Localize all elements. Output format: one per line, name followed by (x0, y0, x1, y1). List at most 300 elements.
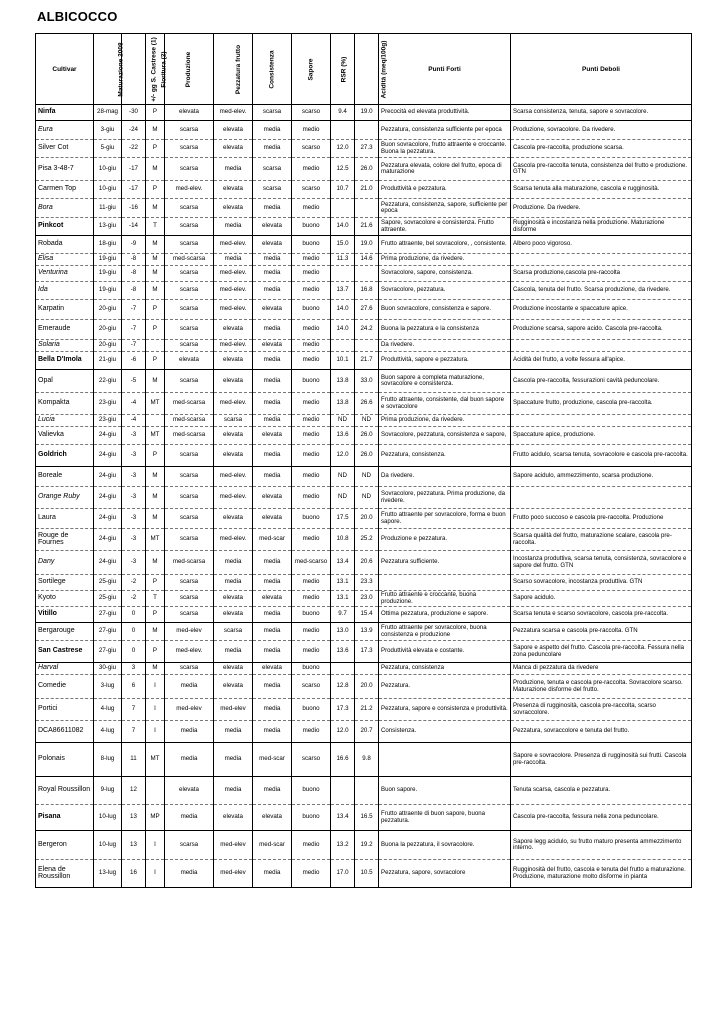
cell-maturazione: 25-giu (94, 575, 122, 591)
cell-cultivar: Sortilege (36, 575, 94, 591)
cell-punti-deboli: Cascola, tenuta del frutto. Scarsa produzione, da rivedere. (511, 282, 692, 300)
cell-produzione: med-elev. (165, 641, 214, 663)
cell-pezzatura: med-elev (214, 699, 253, 721)
cell-fioritura: P (146, 320, 165, 340)
header-punti-forti: Punti Forti (379, 34, 511, 105)
cell-acidita: 10.5 (355, 860, 379, 888)
cell-consistenza: elevata (253, 509, 292, 529)
cell-pezzatura: elevata (214, 445, 253, 467)
cell-cultivar: Bora (36, 199, 94, 218)
cell-acidita (355, 266, 379, 282)
cell-punti-deboli: Cascola pre-raccolta, produzione scarsa. (511, 140, 692, 158)
cell-rsr: 10.7 (331, 181, 355, 199)
cell-punti-forti: Frutto attraente e croccante, buona produzione. (379, 591, 511, 607)
cell-punti-deboli: Albero poco vigoroso. (511, 236, 692, 254)
cell-cultivar: Opal (36, 370, 94, 393)
cell-pezzatura: med-elev. (214, 282, 253, 300)
cell-maturazione: 3-lug (94, 675, 122, 699)
cell-gg: -17 (122, 158, 146, 181)
cell-acidita: 17.3 (355, 641, 379, 663)
cell-produzione: scarsa (165, 320, 214, 340)
cell-produzione: scarsa (165, 509, 214, 529)
cell-consistenza: elevata (253, 591, 292, 607)
cell-produzione: scarsa (165, 300, 214, 320)
cell-consistenza: media (253, 445, 292, 467)
cell-rsr: ND (331, 487, 355, 509)
cell-consistenza: media (253, 699, 292, 721)
cell-rsr: 9.7 (331, 607, 355, 623)
cell-maturazione: 20-giu (94, 340, 122, 352)
cell-sapore: buono (292, 805, 331, 831)
cell-punti-deboli: Manca di pezzatura da rivedere (511, 663, 692, 675)
table-row (36, 575, 692, 591)
cell-cultivar: Ninfa (36, 105, 94, 121)
cell-cultivar: Karpatin (36, 300, 94, 320)
cell-fioritura: M (146, 266, 165, 282)
cell-gg: -7 (122, 340, 146, 352)
cell-maturazione: 23-giu (94, 415, 122, 427)
table-row (36, 254, 692, 266)
cell-punti-forti: Sovracolore, sapore, consistenza. (379, 266, 511, 282)
header-cultivar: Cultivar (36, 34, 94, 105)
cell-punti-forti (379, 743, 511, 777)
cell-gg: 13 (122, 831, 146, 860)
cell-cultivar: Valievka (36, 427, 94, 445)
cell-consistenza: media (253, 675, 292, 699)
cell-acidita: 14.6 (355, 254, 379, 266)
table-row (36, 509, 692, 529)
header-sapore: Sapore (292, 34, 331, 105)
cell-pezzatura: med-elev. (214, 236, 253, 254)
cell-gg: -17 (122, 181, 146, 199)
cell-punti-forti: Pezzatura, consistenza. (379, 445, 511, 467)
cell-cultivar: Solaria (36, 340, 94, 352)
cell-cultivar: Venturina (36, 266, 94, 282)
cell-consistenza: media (253, 860, 292, 888)
cell-sapore: medio (292, 860, 331, 888)
cell-punti-forti: Buona la pezzatura e la consistenza (379, 320, 511, 340)
cell-rsr: ND (331, 467, 355, 487)
cell-punti-forti: Consistenza. (379, 721, 511, 743)
cell-consistenza: media (253, 140, 292, 158)
cell-pezzatura: med-elev. (214, 266, 253, 282)
header-gg: +/- gg S. Castrese (1) (122, 34, 146, 105)
cell-acidita (355, 340, 379, 352)
cell-maturazione: 13-giu (94, 218, 122, 236)
table-row (36, 218, 692, 236)
cell-maturazione: 18-giu (94, 236, 122, 254)
cell-sapore: medio (292, 641, 331, 663)
cell-rsr: 12.8 (331, 675, 355, 699)
cell-pezzatura: med-elev. (214, 393, 253, 415)
cell-punti-deboli: Cascola pre-raccolta, fessura nella zona peduncolare. (511, 805, 692, 831)
table-row (36, 300, 692, 320)
cell-cultivar: Polonais (36, 743, 94, 777)
cell-pezzatura: med-elev. (214, 467, 253, 487)
cell-pezzatura: elevata (214, 320, 253, 340)
cell-punti-forti: Produttività elevata e costante. (379, 641, 511, 663)
cell-punti-deboli: Produzione, tenuta e cascola pre-raccolta. Sovracolore scarso. Maturazione disforme del frutto. (511, 675, 692, 699)
cell-punti-forti: Precocità ed elevata produttività. (379, 105, 511, 121)
cell-punti-forti: Buon sapore. (379, 777, 511, 805)
table-row (36, 370, 692, 393)
cell-punti-deboli: Produzione incostante e spaccature apice. (511, 300, 692, 320)
cell-rsr: 13.4 (331, 551, 355, 575)
cell-sapore: medio (292, 254, 331, 266)
cell-gg: 13 (122, 805, 146, 831)
cell-punti-forti: Frutto attraente, bel sovracolore, , consistente. (379, 236, 511, 254)
cell-sapore: medio (292, 831, 331, 860)
cell-cultivar: Pinkcot (36, 218, 94, 236)
table-row (36, 282, 692, 300)
cell-cultivar: Pisa 3-48-7 (36, 158, 94, 181)
cell-cultivar: Kyoto (36, 591, 94, 607)
cell-punti-forti: Sovracolore, pezzatura, consistenza e sapore, (379, 427, 511, 445)
cell-rsr: 17.0 (331, 860, 355, 888)
table-row (36, 199, 692, 218)
cell-punti-deboli: Pezzatura, sovraccolore e tenuta del frutto. (511, 721, 692, 743)
cell-cultivar: Emeraude (36, 320, 94, 340)
cell-punti-forti: Produzione e pezzatura. (379, 529, 511, 551)
cell-gg: -3 (122, 487, 146, 509)
cell-punti-forti: Sovracolore, pezzatura. Prima produzione, da rivedere. (379, 487, 511, 509)
cell-sapore: medio (292, 415, 331, 427)
cell-punti-deboli: Produzione. Da rivedere. (511, 199, 692, 218)
cell-gg: 3 (122, 663, 146, 675)
cell-punti-forti: Da rivedere. (379, 340, 511, 352)
cell-fioritura: P (146, 607, 165, 623)
cell-rsr: 17.3 (331, 699, 355, 721)
header-fioritura: Fioritura (2) (146, 34, 165, 105)
cell-acidita: 20.0 (355, 509, 379, 529)
cell-rsr: 13.7 (331, 282, 355, 300)
cell-cultivar: Robada (36, 236, 94, 254)
cell-punti-deboli: Pezzatura scarsa e cascola pre-raccolta. GTN (511, 623, 692, 641)
cell-consistenza: media (253, 721, 292, 743)
cell-acidita (355, 121, 379, 140)
cell-maturazione: 10-giu (94, 181, 122, 199)
cell-produzione: scarsa (165, 236, 214, 254)
cell-sapore: scarso (292, 181, 331, 199)
cell-produzione: scarsa (165, 282, 214, 300)
cell-fioritura: MT (146, 743, 165, 777)
cell-punti-deboli: Incostanza produttiva, scarsa tenuta, consistenza, sovracolore e sapore del frutto. GTN (511, 551, 692, 575)
cell-fioritura: M (146, 282, 165, 300)
cell-cultivar: Laura (36, 509, 94, 529)
cell-fioritura: T (146, 218, 165, 236)
cell-sapore: medio (292, 199, 331, 218)
cell-gg: -16 (122, 199, 146, 218)
cell-gg: 7 (122, 721, 146, 743)
cell-rsr: 12.0 (331, 140, 355, 158)
cell-gg: -8 (122, 282, 146, 300)
cell-sapore: medio (292, 575, 331, 591)
cell-acidita: 26.0 (355, 158, 379, 181)
cell-acidita: 19.2 (355, 831, 379, 860)
cell-gg: -9 (122, 236, 146, 254)
cell-punti-forti (379, 575, 511, 591)
cell-punti-deboli: Scarso sovracolore, incostanza produttiva. GTN (511, 575, 692, 591)
cell-punti-deboli: Sapore e aspetto del frutto. Cascola pre-raccolta. Fessura nella zona peduncolare (511, 641, 692, 663)
cell-produzione: scarsa (165, 266, 214, 282)
cell-rsr: 14.0 (331, 300, 355, 320)
cell-consistenza: med-scar (253, 743, 292, 777)
cell-punti-forti: Ottima pezzatura, produzione e sapore. (379, 607, 511, 623)
cell-sapore: buono (292, 509, 331, 529)
cell-gg: -3 (122, 427, 146, 445)
cell-maturazione: 19-giu (94, 254, 122, 266)
cell-produzione: media (165, 860, 214, 888)
cell-punti-forti: Frutto attraente di buon sapore, buona pezzatura. (379, 805, 511, 831)
cell-gg: -4 (122, 415, 146, 427)
cell-punti-deboli: Presenza di rugginosità, cascola pre-raccolta, scarso sovraccolore. (511, 699, 692, 721)
cell-produzione: scarsa (165, 529, 214, 551)
cell-acidita: 20.6 (355, 551, 379, 575)
cell-punti-forti: Buon sovracolore, frutto attraente e croccante. Buona la pezzatura. (379, 140, 511, 158)
cell-rsr (331, 663, 355, 675)
cell-pezzatura: elevata (214, 805, 253, 831)
cell-sapore: scarso (292, 140, 331, 158)
cell-sapore: medio (292, 393, 331, 415)
cell-sapore: medio (292, 266, 331, 282)
cell-fioritura: M (146, 467, 165, 487)
cell-produzione: elevata (165, 105, 214, 121)
cell-maturazione: 30-giu (94, 663, 122, 675)
cell-acidita: 26.6 (355, 393, 379, 415)
cell-pezzatura: elevata (214, 199, 253, 218)
cell-punti-deboli: Acidità del frutto, a volte fessura all'apice. (511, 352, 692, 370)
cell-fioritura: P (146, 641, 165, 663)
cell-rsr: 13.4 (331, 805, 355, 831)
cell-produzione: scarsa (165, 445, 214, 467)
cell-pezzatura: elevata (214, 352, 253, 370)
cell-produzione: med-scarsa (165, 551, 214, 575)
cell-gg: 11 (122, 743, 146, 777)
cell-rsr: 13.6 (331, 641, 355, 663)
cell-pezzatura: elevata (214, 427, 253, 445)
cell-rsr: 16.6 (331, 743, 355, 777)
table-row (36, 340, 692, 352)
header-produzione: Produzione (165, 34, 214, 105)
cell-acidita: 23.0 (355, 591, 379, 607)
cell-sapore: buono (292, 370, 331, 393)
cell-punti-deboli: Tenuta scarsa, cascola e pezzatura. (511, 777, 692, 805)
cell-acidita: 16.5 (355, 805, 379, 831)
header-row (36, 34, 692, 105)
cultivar-table (35, 33, 692, 888)
cell-consistenza: media (253, 352, 292, 370)
cell-acidita: 23.3 (355, 575, 379, 591)
cell-punti-deboli: Produzione scarsa, sapore acido. Cascola pre-raccolta. (511, 320, 692, 340)
cell-acidita: 27.3 (355, 140, 379, 158)
page-title: ALBICOCCO (37, 9, 118, 24)
table-row (36, 105, 692, 121)
cell-produzione: scarsa (165, 158, 214, 181)
cell-produzione: scarsa (165, 370, 214, 393)
cell-acidita: ND (355, 467, 379, 487)
cell-cultivar: Pisana (36, 805, 94, 831)
table-row (36, 427, 692, 445)
cell-maturazione: 27-giu (94, 607, 122, 623)
cell-pezzatura: media (214, 218, 253, 236)
cell-punti-deboli: Cascola pre-raccolta tenuta, consistenza del frutto e produzione. GTN (511, 158, 692, 181)
cell-maturazione: 27-giu (94, 623, 122, 641)
cell-rsr: 11.3 (331, 254, 355, 266)
cell-pezzatura: elevata (214, 181, 253, 199)
cell-acidita: 21.0 (355, 181, 379, 199)
cell-punti-forti: Frutto attraente per sovracolore, buona consistenza e produzione (379, 623, 511, 641)
cell-gg: -7 (122, 320, 146, 340)
cell-gg: -2 (122, 591, 146, 607)
cell-fioritura: M (146, 370, 165, 393)
cell-pezzatura: media (214, 641, 253, 663)
cell-gg: -3 (122, 529, 146, 551)
cell-gg: 16 (122, 860, 146, 888)
cell-cultivar: Boreale (36, 467, 94, 487)
cell-pezzatura: med-elev. (214, 487, 253, 509)
cell-maturazione: 5-giu (94, 140, 122, 158)
cell-acidita: 24.2 (355, 320, 379, 340)
cell-acidita (355, 199, 379, 218)
cell-consistenza: elevata (253, 427, 292, 445)
cell-acidita: 21.7 (355, 352, 379, 370)
cell-rsr (331, 266, 355, 282)
table-row (36, 266, 692, 282)
table-row (36, 591, 692, 607)
cell-sapore: medio (292, 352, 331, 370)
cell-fioritura: M (146, 663, 165, 675)
cell-gg: -3 (122, 551, 146, 575)
cell-consistenza: media (253, 467, 292, 487)
cell-rsr: 14.0 (331, 218, 355, 236)
header-rsr: RSR (%) (331, 34, 355, 105)
cell-fioritura: M (146, 551, 165, 575)
cell-rsr: 9.4 (331, 105, 355, 121)
cell-pezzatura: med-elev. (214, 105, 253, 121)
cell-produzione: med-elev (165, 699, 214, 721)
cell-punti-forti: Pezzatura elevata, colore del frutto, epoca di maturazione (379, 158, 511, 181)
cell-pezzatura: elevata (214, 121, 253, 140)
cell-maturazione: 23-giu (94, 393, 122, 415)
cell-pezzatura: med-elev (214, 860, 253, 888)
cell-punti-forti: Frutto attraente, consistente, dal buon sapore e sovracolore (379, 393, 511, 415)
cell-consistenza: scarsa (253, 181, 292, 199)
cell-acidita: 21.2 (355, 699, 379, 721)
cell-gg: -6 (122, 352, 146, 370)
cell-acidita: 27.6 (355, 300, 379, 320)
cell-pezzatura: med-elev. (214, 340, 253, 352)
cell-fioritura: I (146, 675, 165, 699)
cell-punti-deboli: Rugginosità del frutto, cascola e tenuta del frutto a maturazione. Produzione, maturazione molto disforme in pianta (511, 860, 692, 888)
cell-rsr: ND (331, 415, 355, 427)
cell-pezzatura: elevata (214, 663, 253, 675)
cell-cultivar: Rouge de Fournes (36, 529, 94, 551)
cell-punti-deboli: Frutto acidulo, scarsa tenuta, sovracolore e cascola pre-raccolta. (511, 445, 692, 467)
cell-maturazione: 4-lug (94, 721, 122, 743)
cell-punti-forti: Pezzatura, consistenza sufficiente per epoca (379, 121, 511, 140)
cell-gg: -30 (122, 105, 146, 121)
cell-sapore: medio (292, 158, 331, 181)
cell-cultivar: Elisa (36, 254, 94, 266)
table-row (36, 721, 692, 743)
cell-consistenza: elevata (253, 805, 292, 831)
cell-fioritura: I (146, 721, 165, 743)
cell-acidita: 33.0 (355, 370, 379, 393)
cell-punti-forti: Frutto attraente per sovracolore, forma e buon sapore. (379, 509, 511, 529)
cell-acidita: ND (355, 487, 379, 509)
cell-consistenza: media (253, 641, 292, 663)
cell-consistenza: elevata (253, 663, 292, 675)
cell-pezzatura: elevata (214, 591, 253, 607)
cell-pezzatura: media (214, 777, 253, 805)
cell-pezzatura: scarsa (214, 623, 253, 641)
cell-rsr: 13.2 (331, 831, 355, 860)
cell-consistenza: media (253, 266, 292, 282)
cell-gg: 0 (122, 607, 146, 623)
cell-punti-deboli: Sapore acidulo, ammezzimento, scarsa produzione. (511, 467, 692, 487)
cell-produzione: med-elev. (165, 181, 214, 199)
cell-produzione: med-scarsa (165, 427, 214, 445)
cell-pezzatura: elevata (214, 509, 253, 529)
cell-produzione: med-scarsa (165, 254, 214, 266)
cell-gg: -5 (122, 370, 146, 393)
cell-punti-forti: Pezzatura sufficiente. (379, 551, 511, 575)
cell-sapore: buono (292, 699, 331, 721)
cell-punti-forti: Pezzatura, sapore, sovracolore (379, 860, 511, 888)
cell-punti-deboli: Scarsa tenuta alla maturazione, cascola e rugginosità. (511, 181, 692, 199)
cell-produzione: scarsa (165, 121, 214, 140)
cell-fioritura: MT (146, 529, 165, 551)
table-row (36, 551, 692, 575)
cell-pezzatura: med-elev. (214, 529, 253, 551)
cell-produzione: scarsa (165, 575, 214, 591)
cell-cultivar: Carmen Top (36, 181, 94, 199)
cell-sapore: medio (292, 467, 331, 487)
cell-cultivar: Comedie (36, 675, 94, 699)
cell-fioritura: M (146, 121, 165, 140)
cell-punti-forti: Pezzatura, sapore e consistenza e produttività. (379, 699, 511, 721)
cell-fioritura: MT (146, 427, 165, 445)
cell-punti-forti: Pezzatura. (379, 675, 511, 699)
cell-sapore: scarso (292, 105, 331, 121)
cell-punti-forti: Prima produzione, da rivedere. (379, 254, 511, 266)
cell-pezzatura: elevata (214, 607, 253, 623)
table-row (36, 320, 692, 340)
cell-fioritura: M (146, 509, 165, 529)
cell-produzione: scarsa (165, 218, 214, 236)
cell-punti-forti: Pezzatura, consistenza, sapore, sufficiente per epoca (379, 199, 511, 218)
cell-consistenza: elevata (253, 300, 292, 320)
cell-pezzatura: elevata (214, 140, 253, 158)
table-row (36, 663, 692, 675)
cell-rsr: 12.0 (331, 445, 355, 467)
cell-maturazione: 24-giu (94, 529, 122, 551)
cell-cultivar: Orange Ruby (36, 487, 94, 509)
cell-fioritura: T (146, 591, 165, 607)
cell-maturazione: 19-giu (94, 282, 122, 300)
cell-sapore: medio (292, 427, 331, 445)
table-row (36, 181, 692, 199)
cell-produzione: scarsa (165, 663, 214, 675)
cell-punti-forti: Da rivedere. (379, 467, 511, 487)
table-row (36, 140, 692, 158)
cell-fioritura: P (146, 140, 165, 158)
cell-produzione: media (165, 721, 214, 743)
cell-cultivar: Kompakta (36, 393, 94, 415)
cell-punti-deboli: Sapore e sovracolore. Presenza di rugginosità sui frutti. Cascola pre-raccolta. (511, 743, 692, 777)
cell-produzione: med-elev (165, 623, 214, 641)
table-row (36, 467, 692, 487)
